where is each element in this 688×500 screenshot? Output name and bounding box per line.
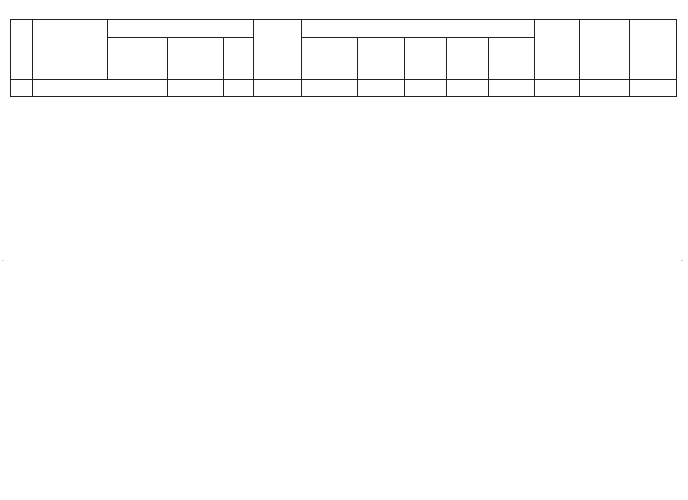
- header-total-income: [254, 20, 302, 80]
- header-back-tax: [224, 38, 254, 80]
- payroll-table: [10, 19, 677, 97]
- header-name: [33, 20, 108, 80]
- header-meal: [168, 38, 224, 80]
- header-deduction-group: [302, 20, 535, 38]
- edge-mark-left: ·: [2, 258, 4, 265]
- section-row: [11, 80, 677, 97]
- edge-mark-right: ·: [681, 258, 683, 265]
- header-salary: [108, 38, 168, 80]
- header-pit: [489, 38, 535, 80]
- header-union: [358, 38, 405, 80]
- header-stt: [11, 20, 33, 80]
- header-income-group: [108, 20, 254, 38]
- section-label: [33, 80, 168, 97]
- header-insurance-back: [405, 38, 447, 80]
- header-advance: [447, 38, 489, 80]
- header-insurance: [302, 38, 358, 80]
- header-total-deduction: [535, 20, 580, 80]
- header-net: [580, 20, 630, 80]
- header-sign: [630, 20, 677, 80]
- section-guard: [11, 80, 677, 97]
